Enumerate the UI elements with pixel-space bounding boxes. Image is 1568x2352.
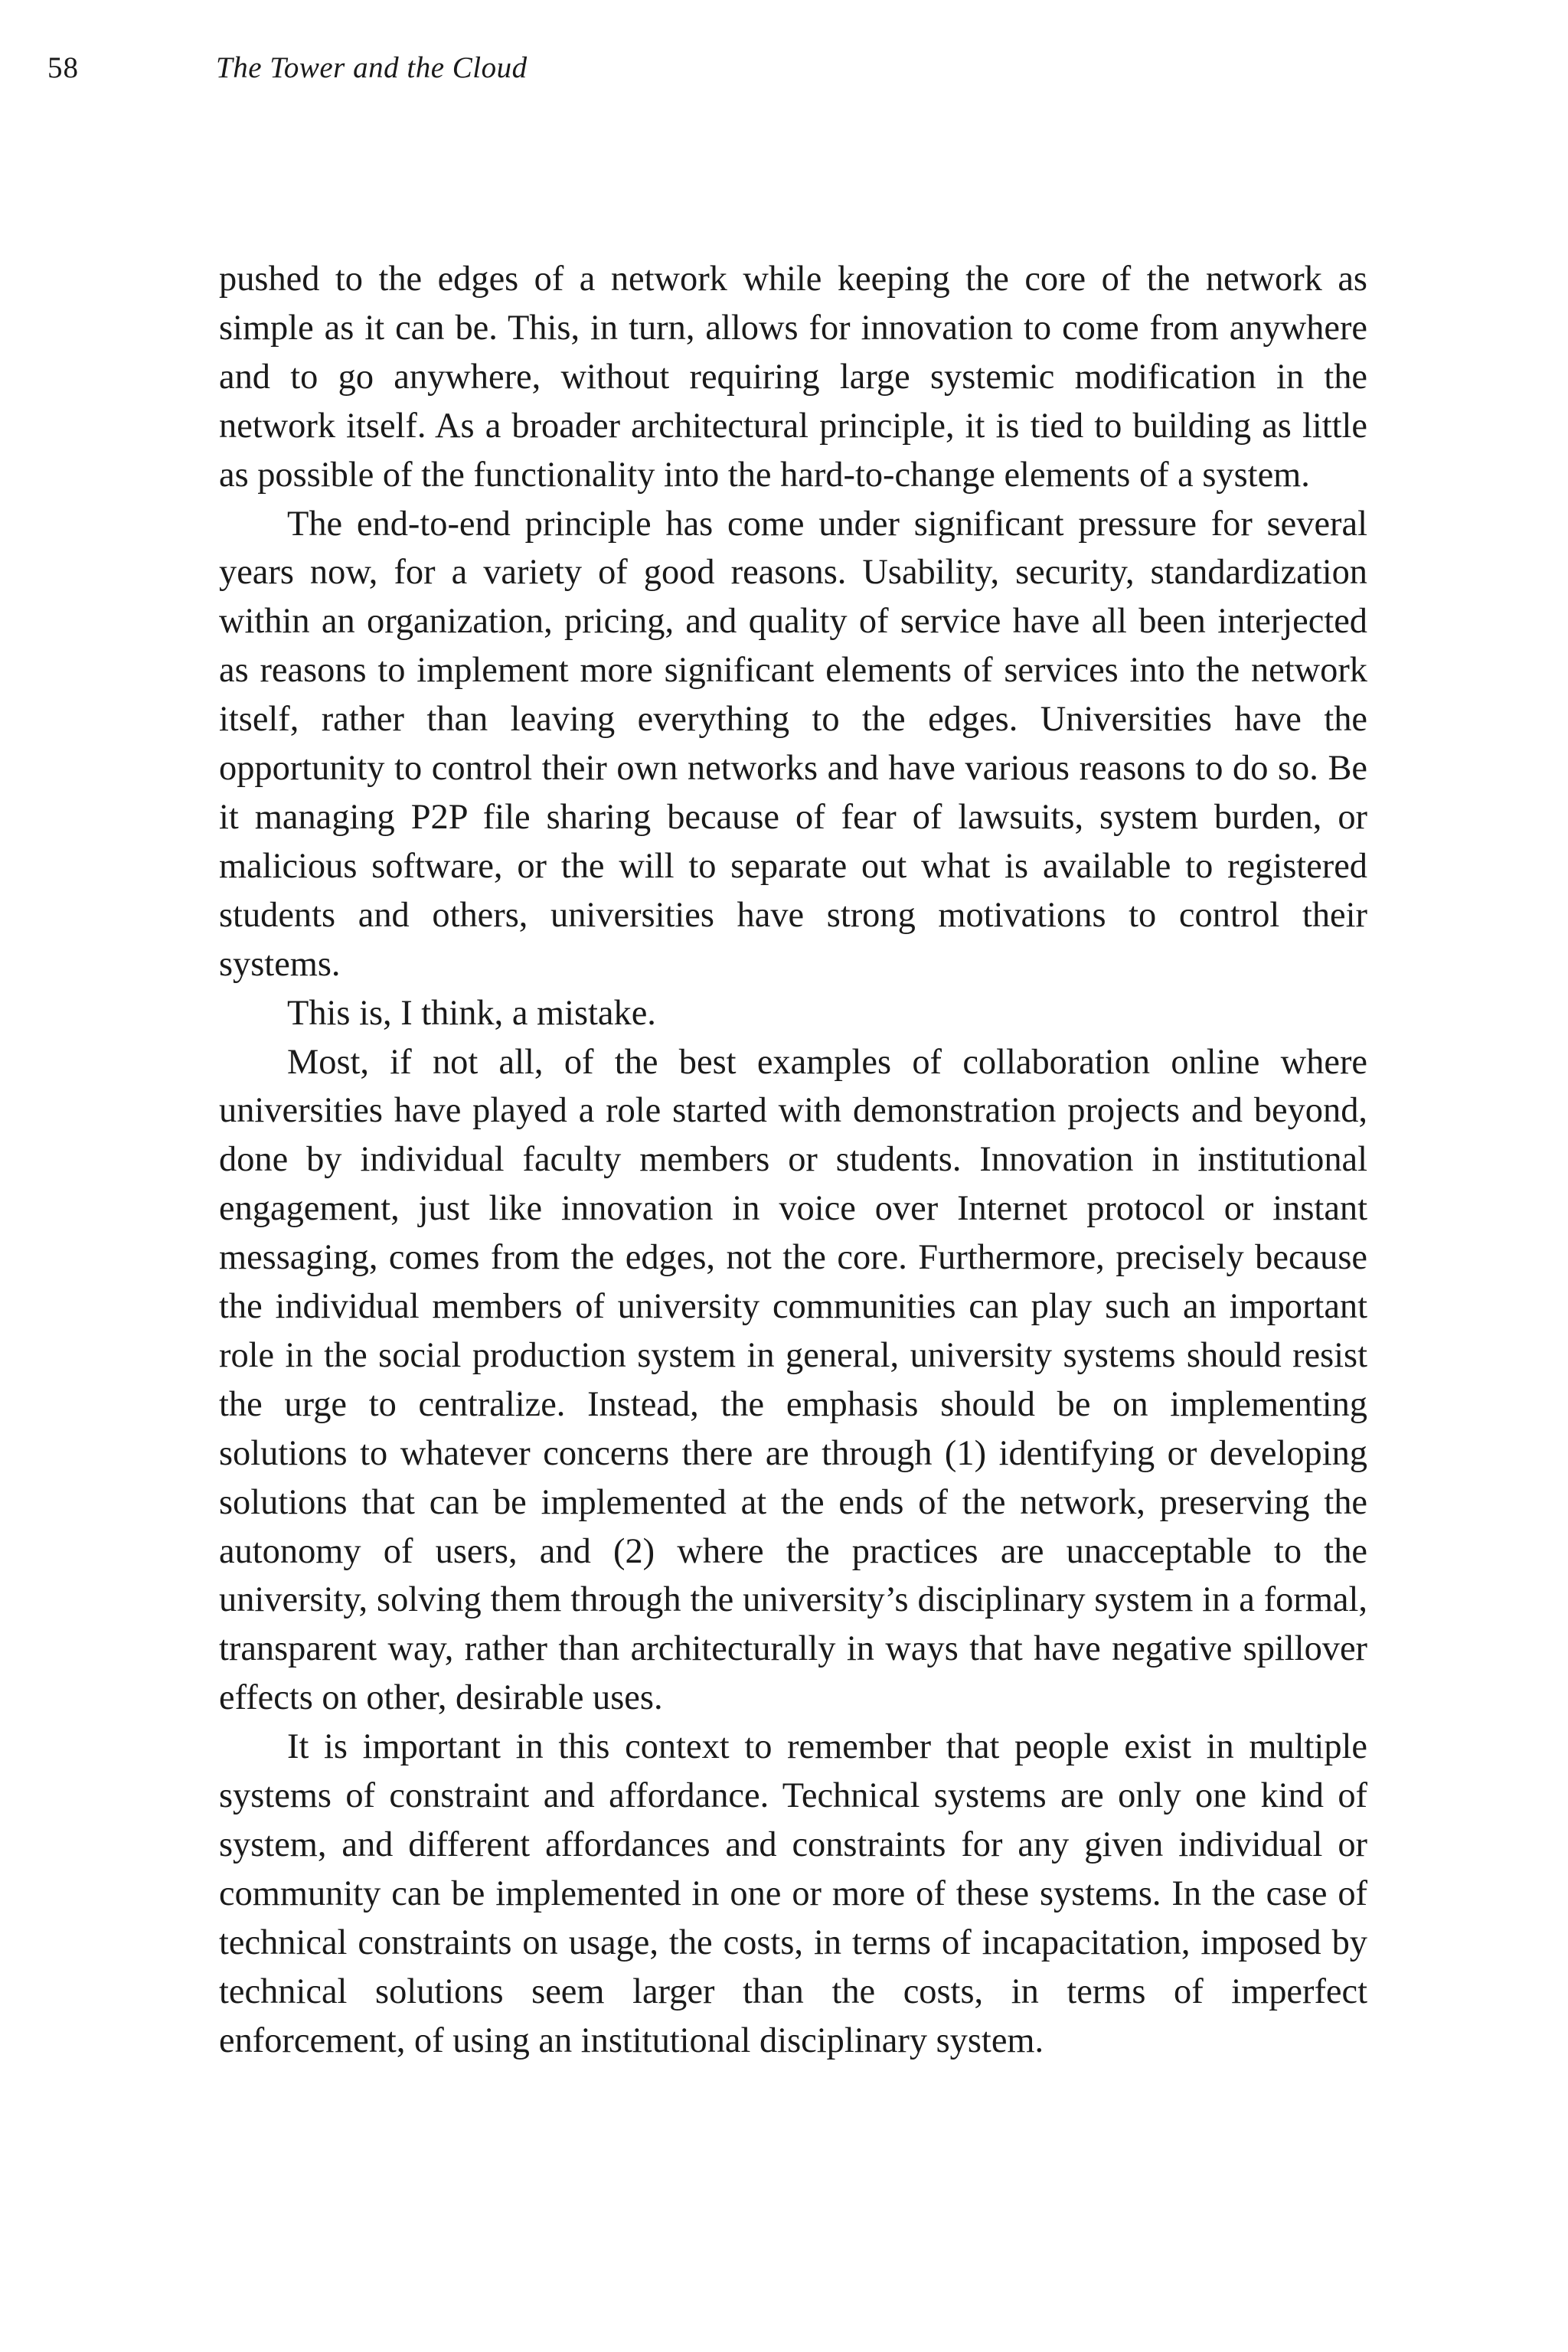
paragraph-mistake: This is, I think, a mistake.: [287, 993, 656, 1033]
page-number: 58: [47, 51, 79, 84]
book-title: The Tower and the Cloud: [216, 51, 528, 84]
paragraph-systems-of-constraint: It is important in this context to remember that people exist in multiple systems of constraint and affordance. Technical systems are only one kind of system, and different affordances and constraints for any given individual or community can be implemented in one or more of these systems. In the case of technical constraints on usage, the costs, in terms of incapacitation, imposed by technical solutions seem larger than the costs, in terms of imperfect enforcement, of using an institutional disciplinary system.: [219, 1727, 1367, 2060]
paragraph-continued: pushed to the edges of a network while keeping the core of the network as simple as it can be. This, in turn, allows for innovation to come from anywhere and to go anywhere, without requiring large systemic modification in the network itself. As a broader architectural principle, it is tied to building as little as possible of the functionality into the hard-to-change elements of a system.: [219, 260, 1367, 495]
running-head: [47, 51, 528, 89]
paragraph-end-to-end-principle: The end-to-end principle has come under significant pressure for several years now, for a variety of good reasons. Usability, security, standardization within an organization, pricing, and quality of service have all been interjected as reasons to implement more significant elements of services into the network itself, rather than leaving everything to the edges. Universities have the opportunity to control their own networks and have various reasons to do so. Be it managing P2P file sharing because of fear of lawsuits, system burden, or malicious software, or the will to separate out what is available to registered students and others, universities have strong motivations to control their systems.: [219, 504, 1367, 984]
paragraph-collaboration-examples: Most, if not all, of the best examples of collaboration online where universities have played a role started with demonstration projects and beyond, done by individual faculty members or students. Innovation in institutional engagement, just like innovation in voice over Internet protocol or instant messaging, comes from the edges, not the core. Furthermore, precisely because the individual members of university communities can play such an important role in the social production system in general, university systems should resist the urge to centralize. Instead, the emphasis should be on implementing solutions to whatever concerns there are through (1) identifying or developing solutions that can be implemented at the ends of the network, preserving the autonomy of users, and (2) where the practices are unacceptable to the university, solving them through the university’s disciplinary system in a formal, transparent way, rather than architecturally in ways that have negative spillover effects on other, desirable uses.: [219, 1042, 1367, 1718]
body-text: [219, 255, 1367, 2066]
